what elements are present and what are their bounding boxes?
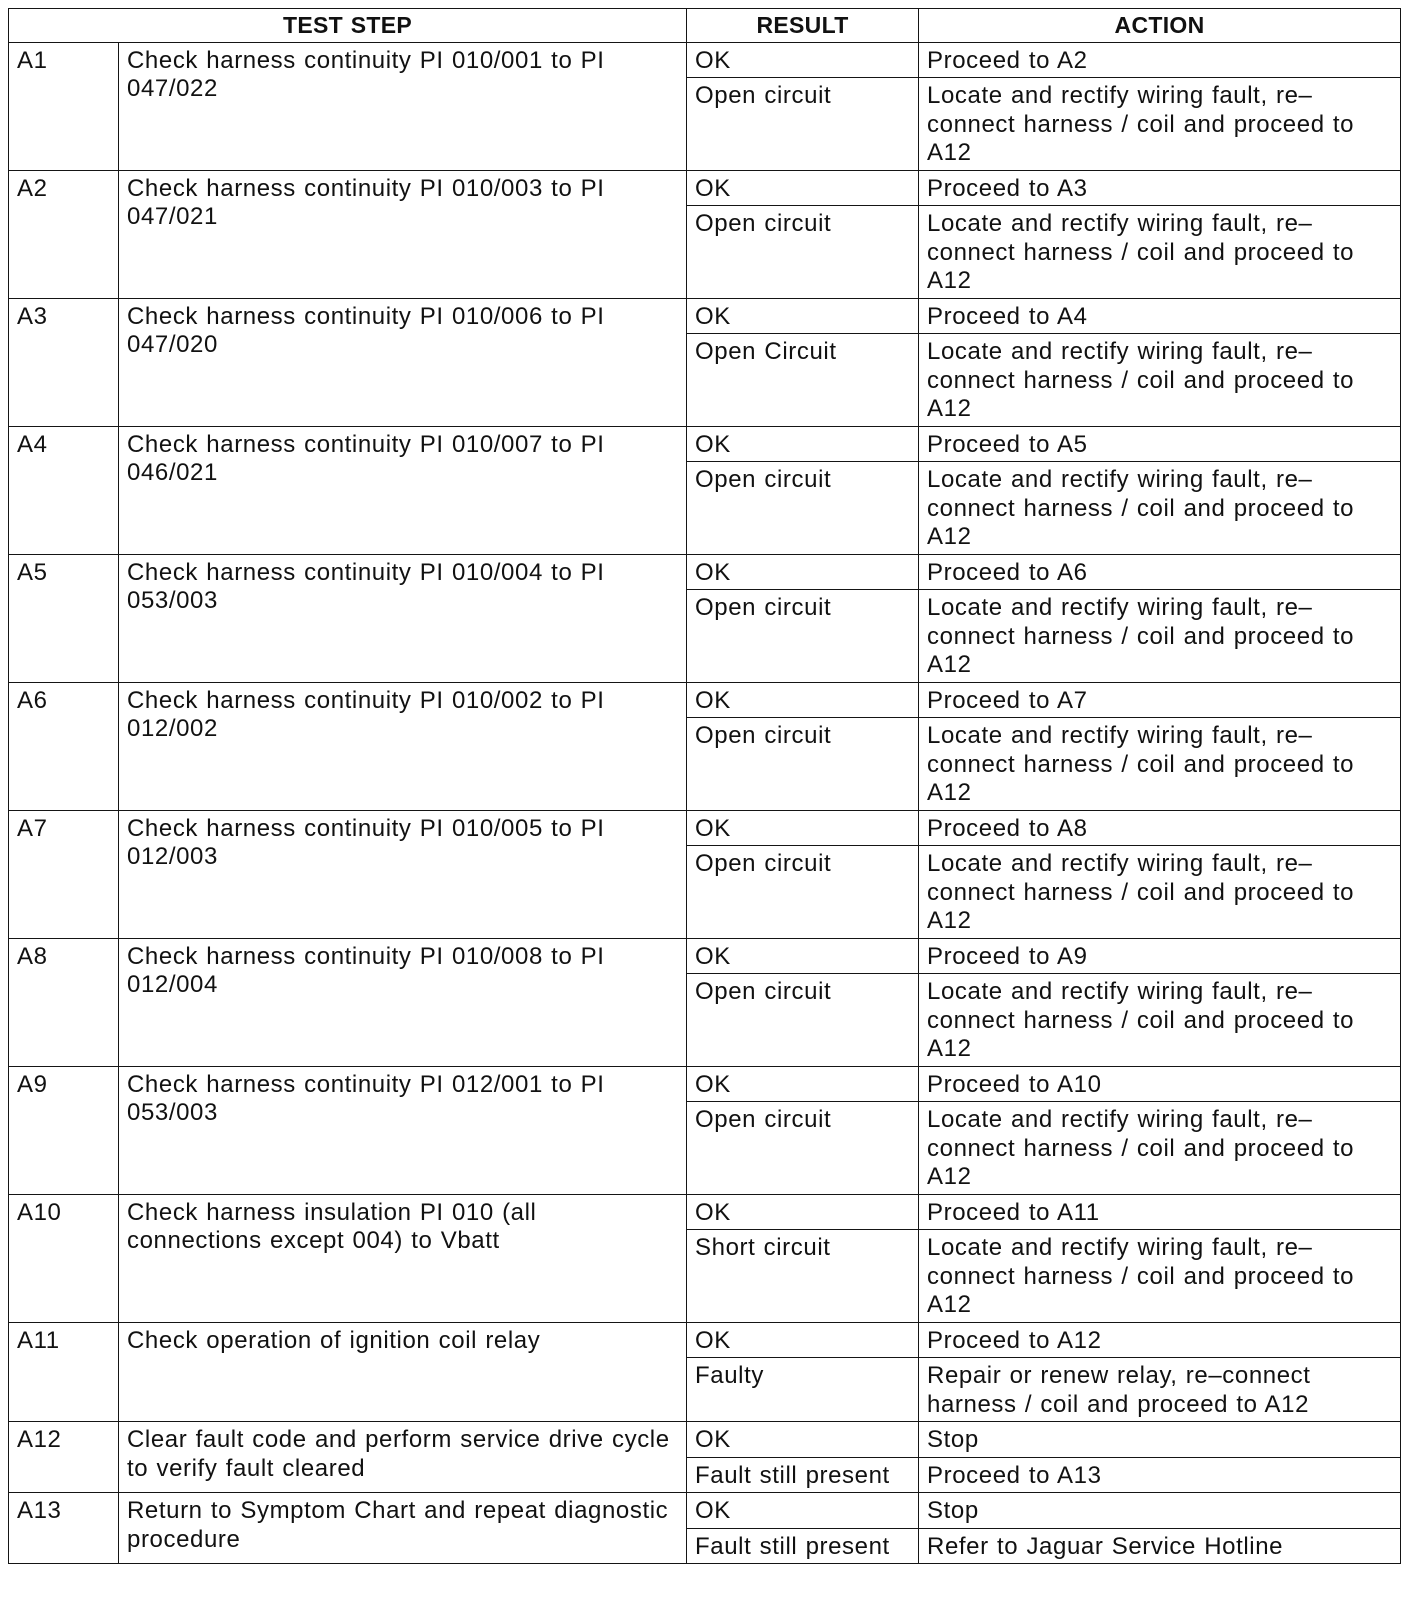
step-result: OK (687, 682, 919, 718)
step-action: Proceed to A11 (919, 1194, 1401, 1230)
step-result: Faulty (687, 1358, 919, 1422)
table-row (9, 554, 1401, 590)
step-description: Check harness continuity PI 010/004 to PI 053/003 (119, 554, 687, 682)
step-description: Check operation of ignition coil relay (119, 1322, 687, 1422)
step-id: A1 (9, 42, 119, 170)
step-action: Locate and rectify wiring fault, re–connect harness / coil and proceed to A12 (919, 1102, 1401, 1195)
step-result: Open circuit (687, 974, 919, 1067)
step-result: Open circuit (687, 78, 919, 171)
step-action: Locate and rectify wiring fault, re–connect harness / coil and proceed to A12 (919, 590, 1401, 683)
table-row (9, 170, 1401, 206)
step-result: OK (687, 42, 919, 78)
step-id: A9 (9, 1066, 119, 1194)
step-description: Check harness continuity PI 010/002 to PI 012/002 (119, 682, 687, 810)
step-action: Proceed to A6 (919, 554, 1401, 590)
step-result: Open Circuit (687, 334, 919, 427)
table-row (9, 1322, 1401, 1358)
step-action: Locate and rectify wiring fault, re–connect harness / coil and proceed to A12 (919, 462, 1401, 555)
step-id: A3 (9, 298, 119, 426)
step-action: Proceed to A7 (919, 682, 1401, 718)
step-action: Locate and rectify wiring fault, re–connect harness / coil and proceed to A12 (919, 206, 1401, 299)
table-row (9, 810, 1401, 846)
step-action: Refer to Jaguar Service Hotline (919, 1528, 1401, 1564)
table-row (9, 1422, 1401, 1458)
step-action: Locate and rectify wiring fault, re–connect harness / coil and proceed to A12 (919, 846, 1401, 939)
step-id: A4 (9, 426, 119, 554)
step-result: OK (687, 298, 919, 334)
table-row (9, 682, 1401, 718)
step-action: Proceed to A12 (919, 1322, 1401, 1358)
step-result: Fault still present (687, 1528, 919, 1564)
table-body (9, 42, 1401, 1564)
step-description: Check harness continuity PI 012/001 to PI 053/003 (119, 1066, 687, 1194)
step-id: A8 (9, 938, 119, 1066)
step-action: Proceed to A10 (919, 1066, 1401, 1102)
step-action: Stop (919, 1422, 1401, 1458)
table-row (9, 1066, 1401, 1102)
table-row (9, 938, 1401, 974)
step-action: Proceed to A2 (919, 42, 1401, 78)
step-action: Stop (919, 1493, 1401, 1529)
step-action: Proceed to A5 (919, 426, 1401, 462)
table-row (9, 1194, 1401, 1230)
step-action: Proceed to A4 (919, 298, 1401, 334)
step-action: Locate and rectify wiring fault, re–connect harness / coil and proceed to A12 (919, 334, 1401, 427)
step-action: Proceed to A13 (919, 1457, 1401, 1493)
step-id: A7 (9, 810, 119, 938)
step-result: Open circuit (687, 1102, 919, 1195)
header-action: ACTION (919, 9, 1401, 43)
step-action: Locate and rectify wiring fault, re–connect harness / coil and proceed to A12 (919, 718, 1401, 811)
table-header-row (9, 9, 1401, 43)
step-action: Repair or renew relay, re–connect harness / coil and proceed to A12 (919, 1358, 1401, 1422)
step-description: Clear fault code and perform service drive cycle to verify fault cleared (119, 1422, 687, 1493)
step-id: A6 (9, 682, 119, 810)
step-action: Locate and rectify wiring fault, re–connect harness / coil and proceed to A12 (919, 78, 1401, 171)
step-description: Return to Symptom Chart and repeat diagnostic procedure (119, 1493, 687, 1564)
step-action: Proceed to A8 (919, 810, 1401, 846)
step-result: OK (687, 938, 919, 974)
step-id: A10 (9, 1194, 119, 1322)
diagnostic-table-sheet (8, 8, 1400, 1564)
step-description: Check harness insulation PI 010 (all connections except 004) to Vbatt (119, 1194, 687, 1322)
step-id: A2 (9, 170, 119, 298)
header-result: RESULT (687, 9, 919, 43)
step-result: OK (687, 810, 919, 846)
step-result: OK (687, 1493, 919, 1529)
step-result: OK (687, 1322, 919, 1358)
diagnostic-table (8, 8, 1401, 1564)
step-action: Proceed to A3 (919, 170, 1401, 206)
step-result: Open circuit (687, 846, 919, 939)
step-result: Short circuit (687, 1230, 919, 1323)
step-id: A12 (9, 1422, 119, 1493)
step-id: A13 (9, 1493, 119, 1564)
table-row (9, 1493, 1401, 1529)
header-test-step: TEST STEP (9, 9, 687, 43)
step-result: Open circuit (687, 462, 919, 555)
table-row (9, 298, 1401, 334)
step-result: OK (687, 426, 919, 462)
step-result: OK (687, 554, 919, 590)
step-description: Check harness continuity PI 010/007 to PI 046/021 (119, 426, 687, 554)
step-result: OK (687, 1194, 919, 1230)
step-description: Check harness continuity PI 010/008 to PI 012/004 (119, 938, 687, 1066)
step-action: Proceed to A9 (919, 938, 1401, 974)
step-description: Check harness continuity PI 010/006 to PI 047/020 (119, 298, 687, 426)
step-result: Fault still present (687, 1457, 919, 1493)
step-result: OK (687, 1422, 919, 1458)
step-result: Open circuit (687, 590, 919, 683)
step-action: Locate and rectify wiring fault, re–connect harness / coil and proceed to A12 (919, 1230, 1401, 1323)
step-result: OK (687, 1066, 919, 1102)
step-result: Open circuit (687, 718, 919, 811)
step-description: Check harness continuity PI 010/001 to PI 047/022 (119, 42, 687, 170)
step-id: A11 (9, 1322, 119, 1422)
step-id: A5 (9, 554, 119, 682)
table-row (9, 42, 1401, 78)
step-description: Check harness continuity PI 010/005 to PI 012/003 (119, 810, 687, 938)
step-result: Open circuit (687, 206, 919, 299)
table-row (9, 426, 1401, 462)
step-action: Locate and rectify wiring fault, re–connect harness / coil and proceed to A12 (919, 974, 1401, 1067)
step-description: Check harness continuity PI 010/003 to PI 047/021 (119, 170, 687, 298)
step-result: OK (687, 170, 919, 206)
